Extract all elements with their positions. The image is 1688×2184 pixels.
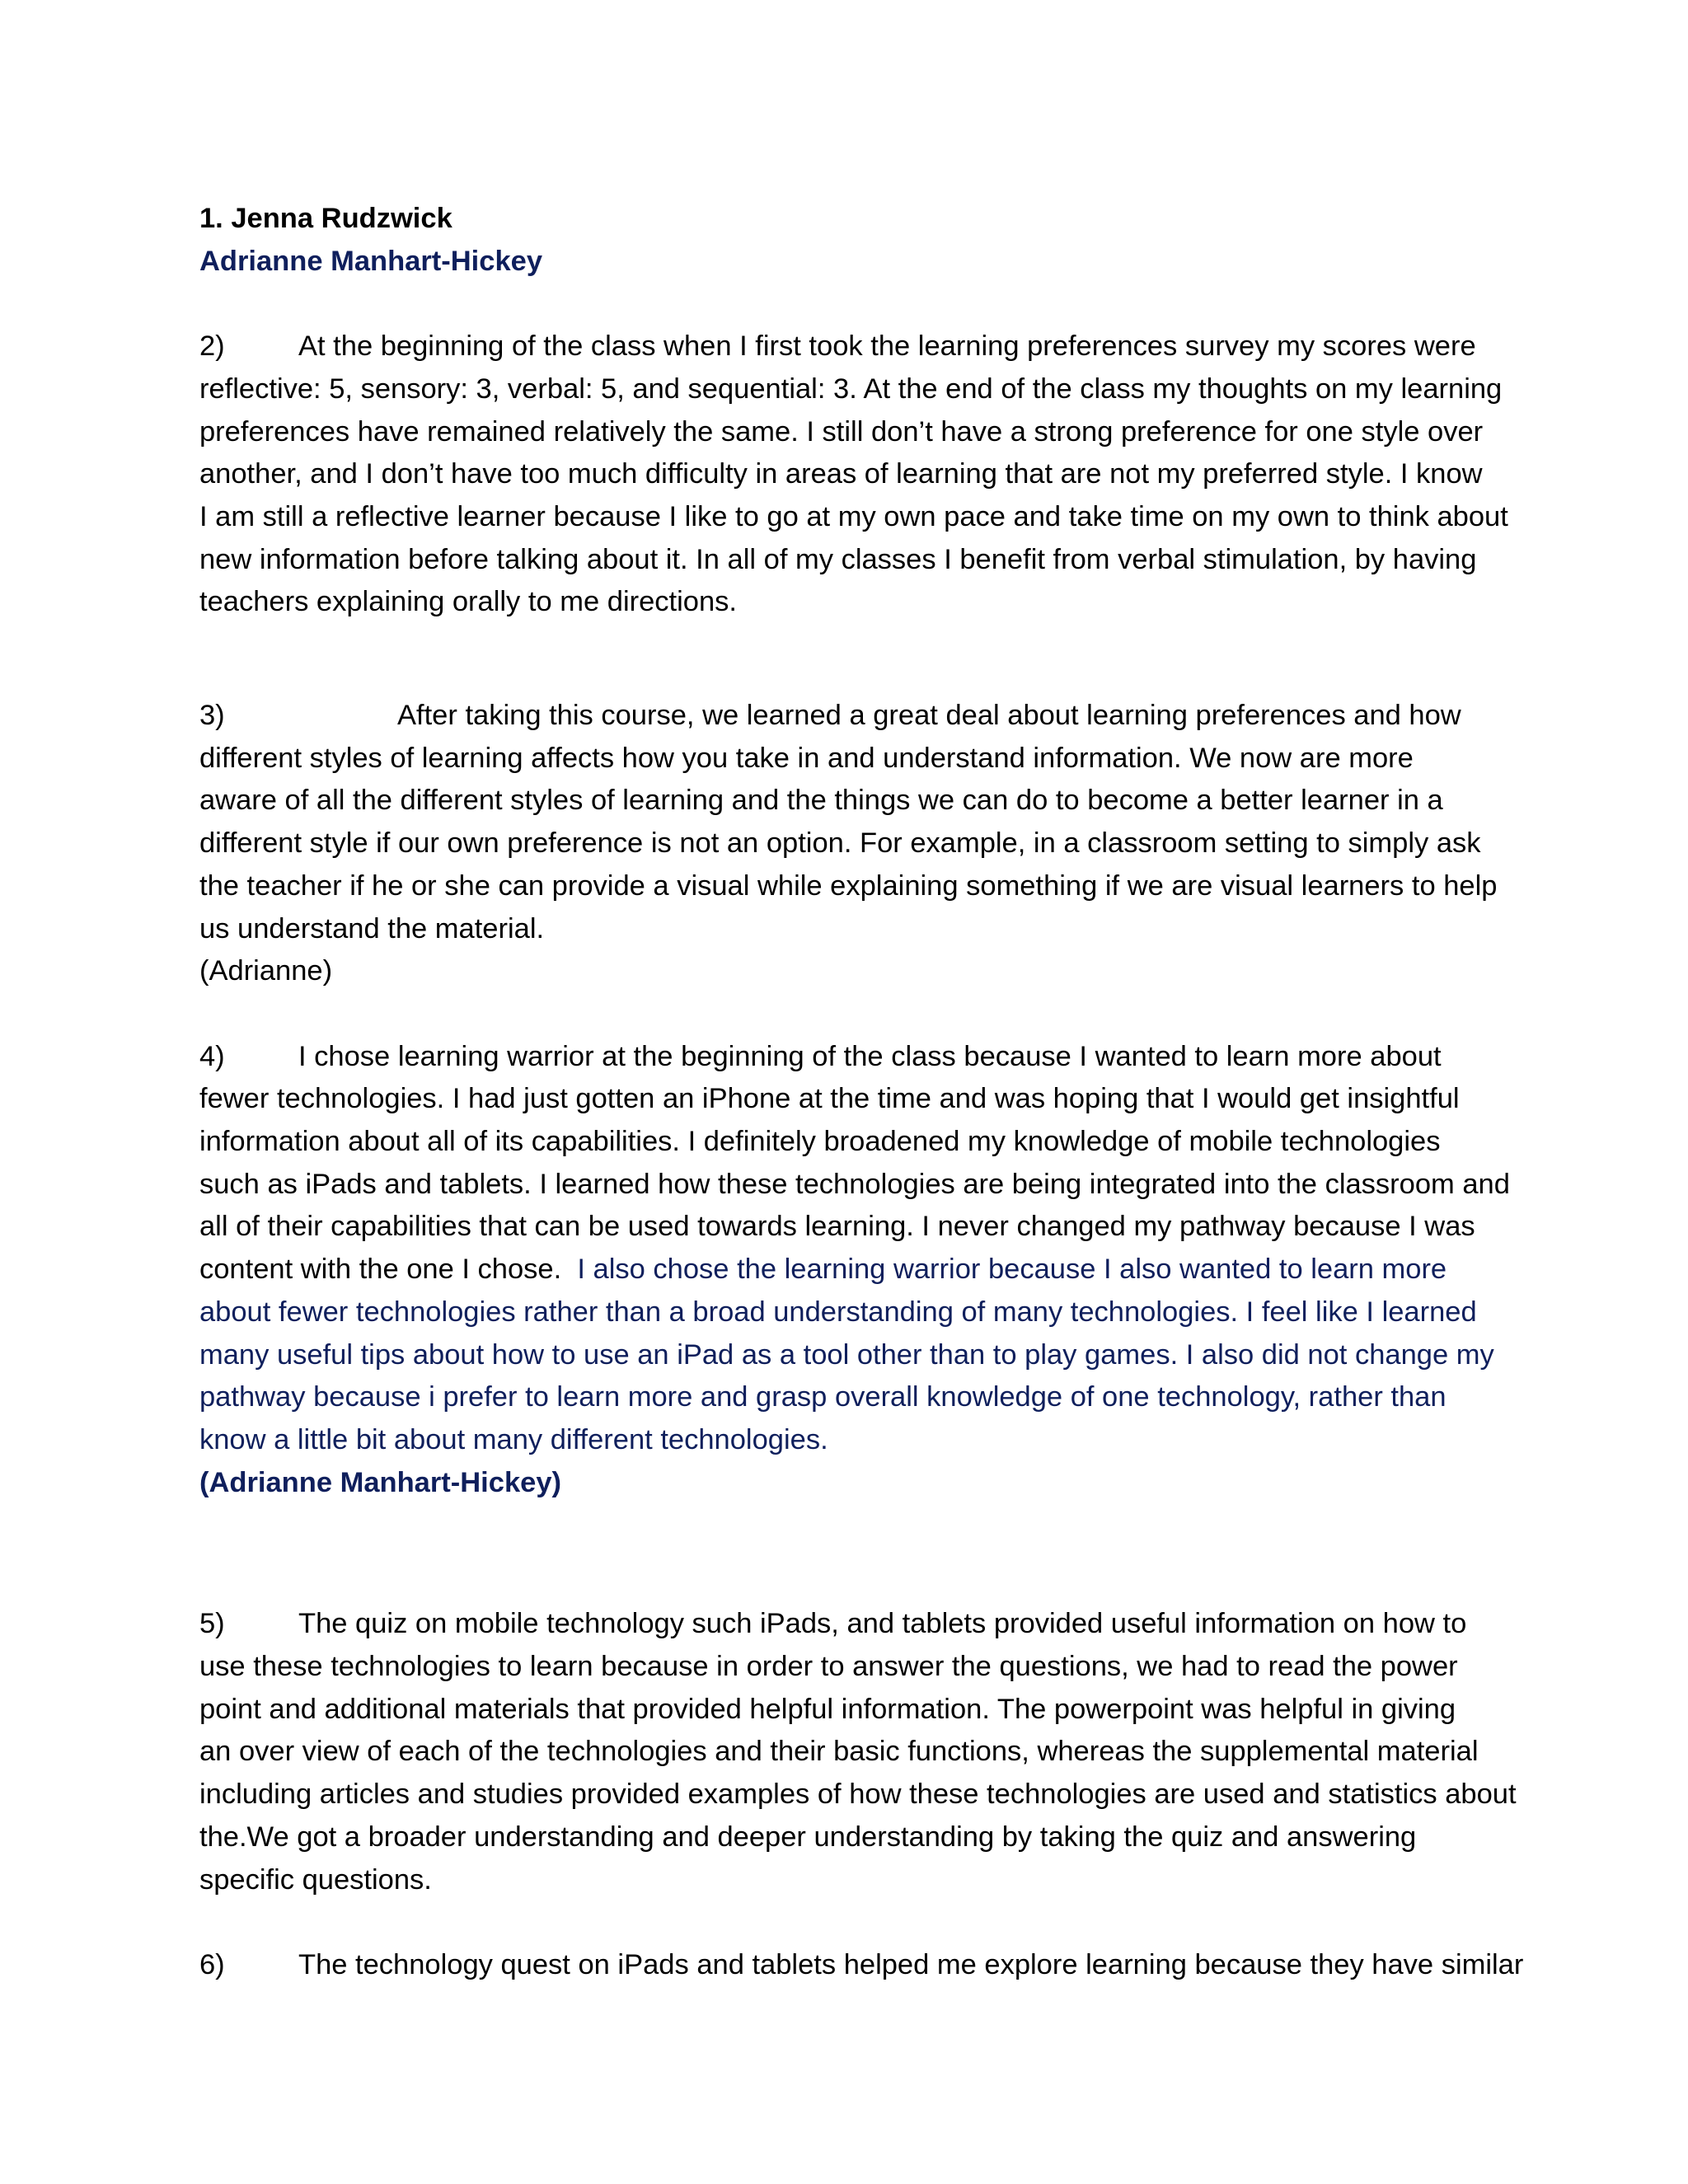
paragraph-line: use these technologies to learn because in order to answer the questions, we had to read the power xyxy=(199,1651,1458,1683)
answer-author: (Adrianne) xyxy=(199,955,333,987)
paragraph-line: After taking this course, we learned a great deal about learning preferences and how xyxy=(397,700,1461,732)
paragraph-line: us understand the material. xyxy=(199,912,545,944)
paragraph-line: teachers explaining orally to me directions. xyxy=(199,586,737,618)
paragraph-line: specific questions. xyxy=(199,1863,432,1896)
paragraph-line: different style if our own preference is not an option. For example, in a classroom setting to simply ask xyxy=(199,827,1481,860)
paragraph-line: new information before talking about it. In all of my classes I benefit from verbal stimulation, by having xyxy=(199,543,1477,575)
answer-number: 4) xyxy=(199,1040,225,1072)
navy-response-line: pathway because i prefer to learn more and grasp overall knowledge of one technology, rather than xyxy=(199,1381,1447,1413)
navy-response-line: I also chose the learning warrior because I also wanted to learn more xyxy=(577,1254,1447,1286)
answer-number: 6) xyxy=(199,1948,225,1980)
paragraph-line: such as iPads and tablets. I learned how these technologies are being integrated into the classroom and xyxy=(199,1168,1510,1200)
paragraph-line: preferences have remained relatively the same. I still don’t have a strong preference for one style over xyxy=(199,415,1484,448)
answer-4 xyxy=(199,1036,1510,1505)
paragraph-line: The quiz on mobile technology such iPads, and tablets provided useful information on how to xyxy=(298,1608,1467,1640)
navy-response-line: know a little bit about many different technologies. xyxy=(199,1423,828,1455)
paragraph-line: point and additional materials that provided helpful information. The powerpoint was helpful in giving xyxy=(199,1693,1456,1725)
paragraph-line: an over view of each of the technologies and their basic functions, whereas the supplemental material xyxy=(199,1736,1479,1768)
student-name-jenna: 1. Jenna Rudzwick xyxy=(199,203,452,234)
paragraph-line: including articles and studies provided examples of how these technologies are used and statistics about xyxy=(199,1779,1517,1811)
answer-5 xyxy=(199,1603,1517,1901)
paragraph-line: another, and I don’t have too much difficulty in areas of learning that are not my preferred style. I know xyxy=(199,458,1483,490)
paragraph-line: information about all of its capabilities. I definitely broadened my knowledge of mobile technologies xyxy=(199,1126,1441,1158)
paragraph-line: all of their capabilities that can be used towards learning. I never changed my pathway because I was xyxy=(199,1211,1475,1243)
paragraph-line: fewer technologies. I had just gotten an iPhone at the time and was hoping that I would get insightful xyxy=(199,1083,1460,1115)
navy-response-line: about fewer technologies rather than a broad understanding of many technologies. I feel like I learned xyxy=(199,1296,1477,1328)
document-page xyxy=(199,198,1524,1987)
answer-6 xyxy=(199,1944,1524,1987)
paragraph-line: reflective: 5, sensory: 3, verbal: 5, and sequential: 3. At the end of the class my thoughts on my learning xyxy=(199,373,1503,405)
answer-number: 2) xyxy=(199,330,225,363)
answer-3 xyxy=(199,695,1502,993)
paragraph-line: I chose learning warrior at the beginning of the class because I wanted to learn more about xyxy=(298,1040,1442,1072)
answer-number: 3) xyxy=(199,700,225,732)
answer-2 xyxy=(199,326,1508,624)
paragraph-line: The technology quest on iPads and tablets helped me explore learning because they have similar xyxy=(298,1948,1524,1980)
paragraph-line: different styles of learning affects how you take in and understand information. We now are more xyxy=(199,742,1414,774)
paragraph-line: aware of all the different styles of learning and the things we can do to become a better learner in a xyxy=(199,785,1443,817)
answer-author: (Adrianne Manhart-Hickey) xyxy=(199,1466,561,1498)
student-name-adrianne: Adrianne Manhart-Hickey xyxy=(199,245,543,277)
paragraph-line: content with the one I chose. xyxy=(199,1254,562,1286)
paragraph-line: the.We got a broader understanding and deeper understanding by taking the quiz and answering xyxy=(199,1821,1417,1853)
paragraph-line: I am still a reflective learner because I like to go at my own pace and take time on my own to think about xyxy=(199,500,1508,532)
paragraph-line: the teacher if he or she can provide a visual while explaining something if we are visual learners to help xyxy=(199,869,1498,902)
paragraph-line: At the beginning of the class when I first took the learning preferences survey my scores were xyxy=(298,330,1476,363)
answer-number: 5) xyxy=(199,1608,225,1640)
navy-response-line: many useful tips about how to use an iPad as a tool other than to play games. I also did not change my xyxy=(199,1338,1494,1371)
